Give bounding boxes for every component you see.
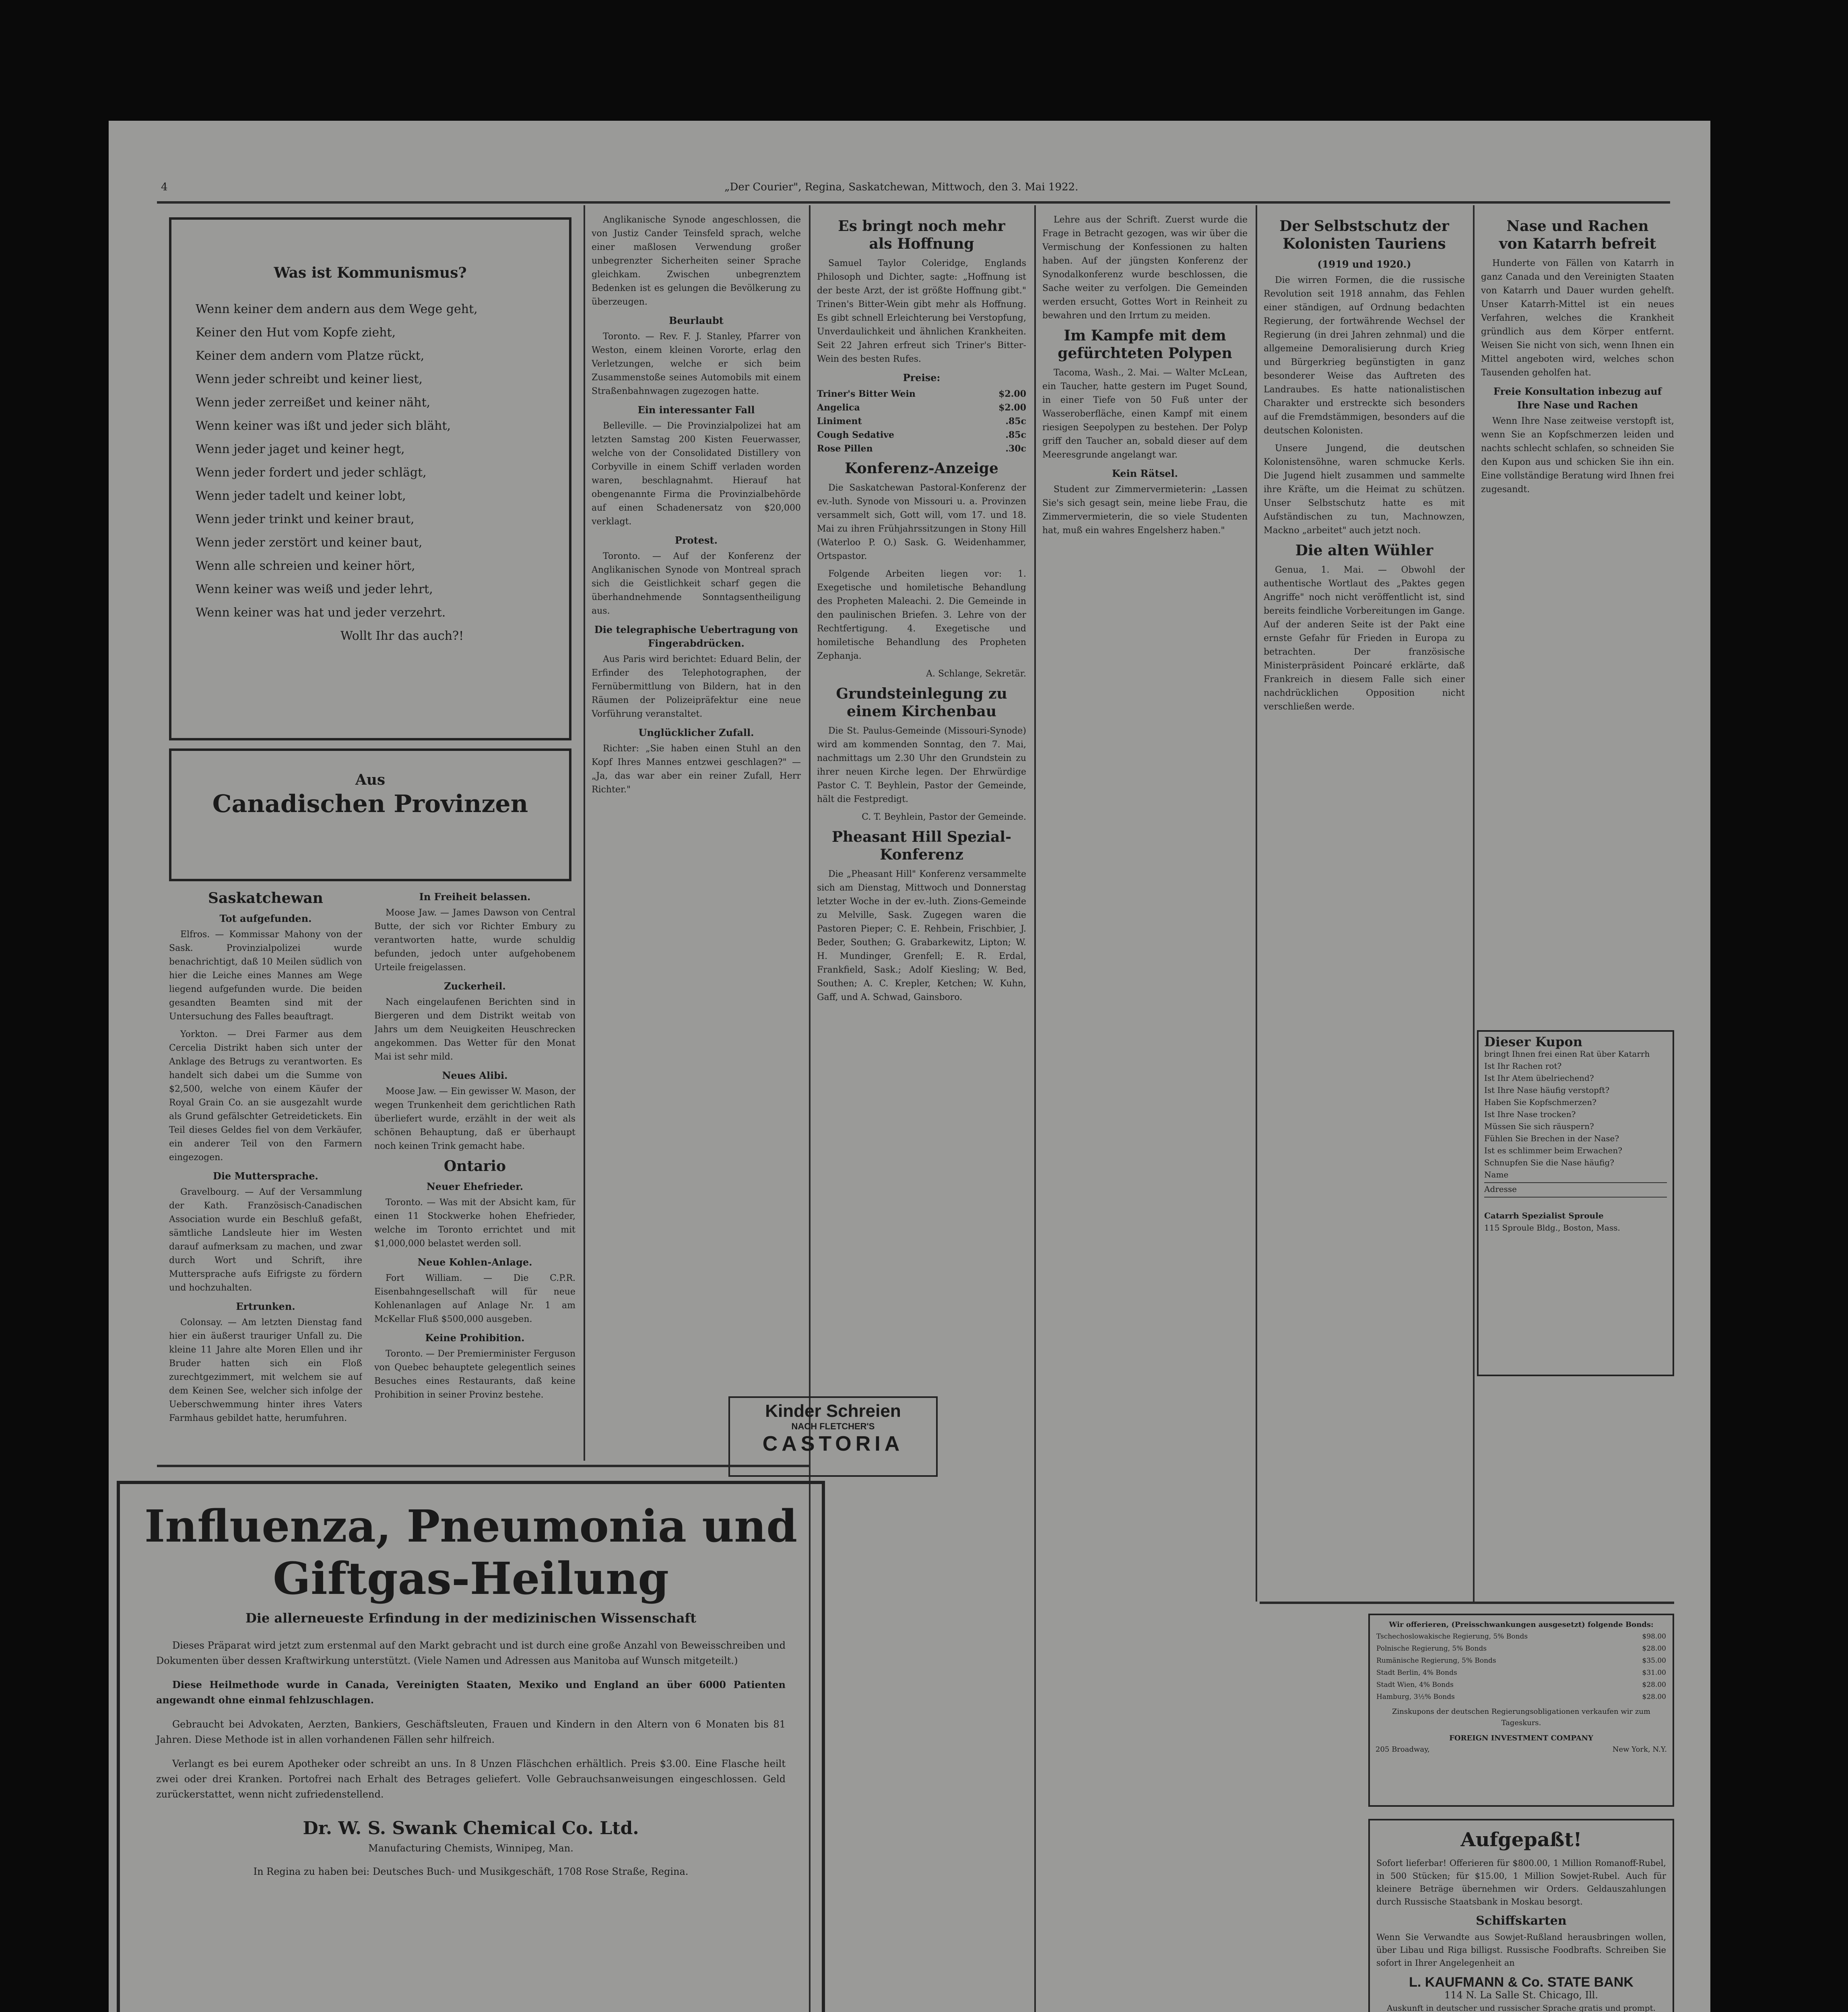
bond-row	[1376, 1679, 1667, 1691]
item-heading: Die telegraphische Uebertragung von Fingerabdrücken.	[594, 624, 798, 649]
price-row	[817, 387, 1026, 401]
item-heading: Zuckerheil.	[444, 980, 506, 992]
coupon-name-label: Name	[1484, 1170, 1509, 1179]
kolonisten-title: Der Selbstschutz der Kolonisten Tauriens	[1279, 218, 1449, 252]
kaufmann-firm: L. KAUFMANN & Co. STATE BANK	[1409, 1975, 1634, 1990]
item-heading: Ein interessanter Fall	[637, 404, 755, 416]
column-divider	[1256, 205, 1257, 1602]
kaufmann-note: Auskunft in deutscher und russischer Sprache gratis und prompt.	[1386, 2003, 1656, 2012]
price-name: Liniment	[817, 416, 862, 427]
item-text: Colonsay. — Am letzten Dienstag fand hier ein äußerst trauriger Unfall zu. Die kleine 11 Jahre alte Moren Ellen und ihr Bruder hatten sich ein Floß zurechtgezimmert, mit welchem sie auf dem Keinen See, welcher sich infolge der Ueberschwemmung hinter ihres Vaters Farmhaus gebildet hatte, herumfuhren.	[169, 1317, 362, 1423]
ontario-column	[374, 885, 575, 1461]
bond-row	[1376, 1631, 1667, 1643]
hoffnung-title-line: Es bringt noch mehr	[838, 218, 1005, 235]
coupon-question: Ist Ihr Rachen rot?	[1484, 1061, 1562, 1071]
price-row	[817, 442, 1026, 456]
poem-line: Wenn keiner was ißt und jeder sich bläht,	[196, 419, 451, 433]
influenza-paragraph: Diese Heilmethode wurde in Canada, Vereinigten Staaten, Mexiko und England an über 6000 Patienten angewandt ohne einmal fehlzuschlagen.	[156, 1679, 786, 1706]
katarrh-text2: Wenn Ihre Nase zeitweise verstopft ist, wenn Sie an Kopfschmerzen leiden und nachts schlecht schlafen, so schneiden Sie den Kupon aus und schicken Sie ihn ein. Eine vollständige Beratung wird Ihnen frei zugesandt.	[1481, 416, 1674, 495]
item-text: Gravelbourg. — Auf der Versammlung der Kath. Französisch-Canadischen Association wurde ein Beschluß gefaßt, sämtliche Landsleute hier im Westen darauf aufmerksam zu machen, und zwar durch Wort und Schrift, ihre Muttersprache aufs Eifrigste zu fördern und hochzuhalten.	[169, 1187, 362, 1293]
bond-value: $98.00	[1642, 1633, 1666, 1641]
item-text: Aus Paris wird berichtet: Eduard Belin, der Erfinder des Telephotographen, der Fernübermittlung von Bildern, hat in den Räumen der Polizeipräfektur eine neue Vorführung veranstaltet.	[592, 654, 801, 719]
poem-line: Keiner dem andern vom Platze rückt,	[196, 349, 425, 363]
katarrh-title-line: Nase und Rachen	[1506, 218, 1649, 235]
column-divider	[1034, 205, 1036, 2012]
column-divider	[1473, 205, 1475, 1602]
influenza-title-line: Giftgas-Heilung	[273, 1552, 669, 1604]
bond-name: Rumänische Regierung, 5% Bonds	[1376, 1657, 1496, 1665]
raetsel-text: Student zur Zimmervermieterin: „Lassen Sie's sich gesagt sein, meine liebe Frau, die Zimmervermieterin, die so viele Studenten hat, muß ein wahres Engelsherz haben."	[1042, 484, 1248, 536]
item-text: Toronto. — Der Premierminister Ferguson von Quebec behauptete gelegentlich seines Besuches eines Restaurants, daß keine Prohibition in seiner Provinz bestehe.	[374, 1349, 575, 1400]
kaufmann-ad	[1368, 1819, 1674, 2012]
poem-line: Wenn jeder trinkt und keiner braut,	[196, 512, 415, 526]
poem-line: Wenn jeder fordert und jeder schlägt,	[196, 466, 427, 480]
provinzen-banner	[169, 748, 571, 881]
item-heading: Protest.	[674, 534, 718, 546]
bond-row	[1376, 1643, 1667, 1655]
poem-line: Wenn jeder jaget und keiner hegt,	[196, 442, 405, 456]
kaufmann-text: Sofort lieferbar! Offerieren für $800.00, 1 Million Romanoff-Rubel, in 500 Stücken; für $15.00, 1 Million Sowjet-Rubel. Auch für kleinere Beträge übernehmen wir Orders. Geldauszahlungen durch Russische Staatsbank in Moskau besorgt.	[1376, 1858, 1666, 1907]
masthead: „Der Courier", Regina, Saskatchewan, Mittwoch, den 3. Mai 1922.	[724, 181, 1079, 193]
page-header	[161, 181, 1670, 197]
news-column-3	[817, 213, 1026, 2012]
item-heading: Neues Alibi.	[442, 1070, 508, 1081]
poem-line: Wenn jeder tadelt und keiner lobt,	[196, 489, 406, 503]
header-rule	[157, 201, 1670, 204]
bond-name: Stadt Wien, 4% Bonds	[1376, 1681, 1454, 1689]
katarrh-text: Hunderte von Fällen von Katarrh in ganz Canada und den Vereinigten Staaten von Katarrh und Dauer wurden gehelft. Unser Katarrh-Mittel ist ein neues Verfahren, welches die Krankheit gründlich aus dem Körper entfernt. Weisen Sie nicht von sich, wenn Ihnen ein Mittel angeboten wird, welches schon Tausenden geholfen hat.	[1481, 258, 1674, 378]
price-name: Cough Sedative	[817, 430, 895, 440]
bonds-address-left: 205 Broadway,	[1376, 1745, 1430, 1754]
poem-line: Wenn alle schreien und keiner hört,	[196, 559, 415, 573]
bond-value: $28.00	[1642, 1681, 1666, 1689]
poem-line: Keiner den Hut vom Kopfe zieht,	[196, 326, 396, 340]
coupon-question: Müssen Sie sich räuspern?	[1484, 1121, 1594, 1131]
item-text: Moose Jaw. — Ein gewisser W. Mason, der wegen Trunkenheit dem gerichtlichen Rath überliefert wurde, erzählt in der weit als schönen Behauptung, daß er überhaupt noch keinen Trink gemacht habe.	[374, 1086, 575, 1151]
bond-value: $28.00	[1642, 1645, 1666, 1653]
price-row	[817, 428, 1026, 442]
news-column-5	[1264, 213, 1465, 1602]
katarrh-sub: Freie Konsultation inbezug auf Ihre Nase und Rachen	[1493, 385, 1662, 411]
price-value: .85c	[1005, 416, 1026, 427]
item-heading: In Freiheit belassen.	[419, 891, 531, 903]
item-text: Elfros. — Kommissar Mahony von der Sask. Provinzialpolizei wurde benachrichtigt, daß 10 Meilen südlich von hier die Leiche eines Mannes am Wege liegend aufgefunden wurde. Die beiden gesandten Beamten sind mit der Untersuchung des Falles beauftragt.	[169, 930, 362, 1022]
price-row	[817, 401, 1026, 414]
hoffnung-title	[817, 217, 1026, 253]
col4-text: Lehre aus der Schrift. Zuerst wurde die Frage in Betracht gezogen, was wir über die Vermischung der Konfessionen zu halten haben. Auf der jüngsten Konferenz der Synodalkonferenz wurde beschlossen, die Sache weiter zu verfolgen. Die Gemeinden werden ersucht, Gottes Wort in Reinheit zu bewahren und den Irrtum zu meiden.	[1042, 215, 1248, 321]
coupon-question: Ist Ihre Nase häufig verstopft?	[1484, 1085, 1610, 1095]
item-text: Richter: „Sie haben einen Stuhl an den Kopf Ihres Mannes entzwei geschlagen?" — „Ja, das war aber ein reiner Zufall, Herr Richter."	[592, 744, 801, 795]
item-text: Toronto. — Rev. F. J. Stanley, Pfarrer von Weston, einem kleinen Vororte, erlag den Verletzungen, welche er sich beim Zusammenstoße seines Automobils mit einem Straßenbahnwagen zugezogen hatte.	[592, 332, 801, 396]
bond-name: Hamburg, 3½% Bonds	[1376, 1693, 1455, 1701]
coupon-address-field[interactable]	[1484, 1183, 1667, 1198]
hoffnung-title-line: als Hoffnung	[869, 235, 974, 252]
influenza-regina: In Regina zu haben bei: Deutsches Buch- und Musikgeschäft, 1708 Rose Straße, Regina.	[253, 1866, 689, 1877]
polypen-title: Im Kampfe mit dem gefürchteten Polypen	[1058, 327, 1232, 362]
kaufmann-title: Aufgepaßt!	[1460, 1829, 1582, 1851]
kaufmann-sub: Schiffskarten	[1476, 1914, 1567, 1928]
coupon-subtitle: bringt Ihnen frei einen Rat über Katarrh	[1484, 1049, 1650, 1059]
ontario-heading: Ontario	[443, 1158, 506, 1175]
item-heading: Unglücklicher Zufall.	[638, 727, 754, 738]
news-column-6	[1481, 213, 1674, 1026]
castoria-line3: CASTORIA	[762, 1432, 904, 1455]
preise-title: Preise:	[903, 372, 941, 383]
kommunismus-box	[169, 217, 571, 740]
bond-name: Polnische Regierung, 5% Bonds	[1376, 1645, 1487, 1653]
polypen-text: Tacoma, Wash., 2. Mai. — Walter McLean, ein Taucher, hatte gestern im Puget Sound, in einer Tiefe von 50 Fuß unter der Wasseroberfläche, einen Kampf mit einem riesigen Seepolypen zu bestehen. Der Polyp griff den Taucher an, sobald dieser auf dem Meeresgrunde angelangt war.	[1042, 368, 1248, 460]
item-heading: Die Muttersprache.	[213, 1170, 318, 1182]
item-text: Fort William. — Die C.P.R. Eisenbahngesellschaft will für neue Kohlenanlagen auf Anlage Nr. 1 am McKellar Fluß $500,000 ausgeben.	[374, 1273, 575, 1324]
bonds-address-right: New York, N.Y.	[1612, 1745, 1667, 1754]
castoria-line1: Kinder Schreien	[765, 1401, 901, 1421]
coupon-question: Fühlen Sie Brechen in der Nase?	[1484, 1134, 1619, 1143]
bond-row	[1376, 1691, 1667, 1703]
item-heading: Ertrunken.	[236, 1301, 295, 1312]
kaufmann-address: 114 N. La Salle St. Chicago, Ill.	[1444, 1989, 1598, 2001]
grundstein-text: Die St. Paulus-Gemeinde (Missouri-Synode) wird am kommenden Sonntag, den 7. Mai, nachmittags um 2.30 Uhr den Grundstein zu ihrer neuen Kirche legen. Der Ehrwürdige Pastor C. T. Beyhlein, Pastor der Gemeinde, hält die Festpredigt.	[817, 726, 1026, 804]
kolonisten-text: Unsere Jungend, die deutschen Kolonistensöhne, waren schmucke Kerls. Die Jugend hielt zusammen und sammelte ihre Kräfte, um die Heimat zu schützen. Unser Selbstschutz hatte es mit Aufständischen zu tun, Machnowzen, Mackno „arbeitet" auch jetzt noch.	[1264, 443, 1465, 536]
item-heading: Beurlaubt	[669, 315, 724, 326]
bond-row	[1376, 1667, 1667, 1679]
item-text: Belleville. — Die Provinzialpolizei hat am letzten Samstag 200 Kisten Feuerwasser, welche von der Consolidated Distillery von Corbyville in einem Schiff verladen worden waren, beschlagnahmt. Hierauf hat obengenannte Firma die Provinzialbehörde auf einen Schadenersatz von $20,000 verklagt.	[592, 421, 801, 527]
newspaper-page	[109, 121, 1710, 2012]
bonds-ad	[1368, 1614, 1674, 1807]
influenza-title	[120, 1500, 822, 1605]
poem-line: Wenn keiner was weiß und jeder lehrt,	[196, 582, 433, 596]
katarrh-title	[1481, 217, 1674, 253]
coupon-address: 115 Sproule Bldg., Boston, Mass.	[1484, 1223, 1620, 1233]
grundstein-title: Grundsteinlegung zu einem Kirchenbau	[836, 685, 1007, 720]
wuehler-text: Genua, 1. Mai. — Obwohl der authentische Wortlaut des „Paktes gegen Angriffe" noch nicht veröffentlicht ist, sind bereits feindliche Vorbereitungen im Gange. Auf der anderen Seite ist der Pakt eine ernste Gefahr für Frieden in Europa zu betrachten. Der französische Ministerpräsident Poincaré erklärte, daß Frankreich in diesem Falle sich einer nachdrücklichen Opposition nicht verschließen werde.	[1264, 565, 1465, 712]
influenza-ad	[117, 1481, 825, 2012]
bonds-title: Wir offerieren, (Preisschwankungen ausgesetzt) folgende Bonds:	[1389, 1620, 1654, 1629]
konferenz-sign: A. Schlange, Sekretär.	[926, 669, 1026, 679]
kommunismus-poem	[171, 298, 569, 648]
poem-line: Wenn jeder zerstört und keiner baut,	[196, 536, 423, 550]
coupon-name-field[interactable]	[1484, 1169, 1667, 1183]
bond-row	[1376, 1655, 1667, 1667]
coupon-question: Ist Ihre Nase trocken?	[1484, 1109, 1576, 1119]
grundstein-sign: C. T. Beyhlein, Pastor der Gemeinde.	[862, 812, 1026, 822]
bond-name: Tschechoslowakische Regierung, 5% Bonds	[1376, 1633, 1528, 1641]
item-text: Moose Jaw. — James Dawson von Central Butte, der sich vor Richter Embury zu verantworten hatte, wurde schuldig befunden, jedoch unter aufgehobenem Urteile freigelassen.	[374, 908, 575, 973]
coupon-firm: Catarrh Spezialist Sproule	[1484, 1211, 1604, 1220]
katarrh-coupon[interactable]	[1477, 1030, 1674, 1376]
coupon-question: Schnupfen Sie die Nase häufig?	[1484, 1158, 1614, 1167]
bond-value: $35.00	[1642, 1657, 1666, 1665]
bond-value: $28.00	[1642, 1693, 1666, 1701]
price-list	[817, 387, 1026, 456]
news-column-2	[592, 213, 801, 1380]
coupon-address-label: Adresse	[1484, 1184, 1517, 1194]
hoffnung-text: Samuel Taylor Coleridge, Englands Philosoph und Dichter, sagte: „Hoffnung ist der beste Arzt, der ist größte Hoffnung gibt." Trinen's Bitter-Wein gibt mehr als Hoffnung. Es gibt schnell Erleichterung bei Verstopfung, Unverdaulichkeit und ähnlichen Krankheiten. Seit 22 Jahren erfreut sich Triner's Bitter-Wein des besten Rufes.	[817, 258, 1026, 364]
coupon-question: Ist es schlimmer beim Erwachen?	[1484, 1146, 1622, 1155]
influenza-paragraph: Dieses Präparat wird jetzt zum erstenmal auf den Markt gebracht und ist durch eine große Anzahl von Beweisschreiben und Dokumenten über dessen Kraftwirkung unterstützt. (Viele Namen und Adressen aus Manitoba auf Wunsch mitgeteilt.)	[156, 1640, 786, 1666]
bonds-firm: FOREIGN INVESTMENT COMPANY	[1449, 1734, 1593, 1742]
influenza-title-line: Influenza, Pneumonia und	[144, 1500, 798, 1552]
influenza-subtitle: Die allerneueste Erfindung in der medizinischen Wissenschaft	[245, 1610, 696, 1626]
poem-line: Wenn keiner was hat und jeder verzehrt.	[196, 606, 446, 620]
konferenz-title: Konferenz-Anzeige	[845, 460, 998, 477]
raetsel-heading: Kein Rätsel.	[1112, 468, 1178, 479]
news-column-4	[1042, 213, 1248, 2012]
bond-name: Stadt Berlin, 4% Bonds	[1376, 1669, 1457, 1677]
section-rule	[1260, 1602, 1674, 1604]
price-value: .30c	[1005, 443, 1026, 454]
item-text: Nach eingelaufenen Berichten sind in Biergeren und dem Distrikt weitab von Jahrs um dem Neuigkeiten Heuschrecken angekommen. Das Wetter für den Monat Mai ist sehr mild.	[374, 997, 575, 1062]
item-heading: Keine Prohibition.	[425, 1332, 525, 1344]
section-rule	[157, 1465, 809, 1467]
price-value: .85c	[1005, 430, 1026, 440]
provinzen-banner-line2: Canadischen Provinzen	[212, 790, 528, 818]
item-text: Toronto. — Auf der Konferenz der Anglikanischen Synode von Montreal sprach sich die Geistlichkeit scharf gegen die überhandnehmende Sonntagsentheiligung aus.	[592, 551, 801, 616]
price-name: Rose Pillen	[817, 443, 873, 454]
kolonisten-years: (1919 und 1920.)	[1317, 258, 1411, 270]
kommunismus-title: Was ist Kommunismus?	[274, 264, 467, 281]
coupon-question: Ist Ihr Atem übelriechend?	[1484, 1073, 1594, 1083]
bonds-address	[1376, 1744, 1667, 1755]
price-value: $2.00	[998, 389, 1026, 399]
item-text: Anglikanische Synode angeschlossen, die von Justiz Cander Teinsfeld sprach, welche einer maßlosen Verwendung großer unbegrenzter Sicherheiten seiner Sprache gleichkam. Zwischen unbegrenztem Bedenken ist es gelungen die Bevölkerung zu überzeugen.	[592, 215, 801, 307]
pheasant-text: Die „Pheasant Hill" Konferenz versammelte sich am Dienstag, Mittwoch und Donnerstag letzter Woche in der ev.-luth. Zions-Gemeinde zu Melville, Sask. Zugegen waren die Pastoren Pieper; C. E. Rehbein, Frischbier, J. Beder, Southen; G. Grabarkewitz, Lipton; W. H. Mundinger, Grenfell; E. R. Erdal, Frankfield, Sask.; Adolf Kiesling; W. Bed, Southen; A. C. Krepler, Ketchen; W. Kuhn, Gaff, und A. Schwad, Gainsboro.	[817, 869, 1026, 1002]
kaufmann-text2: Wenn Sie Verwandte aus Sowjet-Rußland herausbringen wollen, über Libau und Riga billigst. Russische Foodbrafts. Schreiben Sie sofort in Ihrer Angelegenheit an	[1376, 1932, 1666, 1968]
poem-line: Wenn jeder zerreißet und keiner näht,	[196, 396, 431, 410]
bonds-table	[1376, 1631, 1667, 1703]
konferenz-tagesordnung: Folgende Arbeiten liegen vor: 1. Exegetische und homiletische Behandlung des Propheten Maleachi. 2. Die Gemeinde in den paulinischen Briefen. 3. Lehre von der Rechtfertigung. 4. Exegetische und homiletische Behandlung des Propheten Zephanja.	[817, 569, 1026, 661]
saskatchewan-column	[169, 885, 362, 1461]
konferenz-text: Die Saskatchewan Pastoral-Konferenz der ev.-luth. Synode von Missouri u. a. Provinzen versammelt sich, Gott will, vom 17. und 18. Mai zu ihren Frühjahrssitzungen in Stony Hill (Waterloo P. O.) Sask. G. Weidenhammer, Ortspastor.	[817, 483, 1026, 561]
wuehler-title: Die alten Wühler	[1295, 542, 1433, 559]
price-value: $2.00	[998, 402, 1026, 413]
price-name: Angelica	[817, 402, 860, 413]
column-divider	[584, 205, 585, 1461]
pheasant-title: Pheasant Hill Spezial-Konferenz	[831, 829, 1012, 863]
influenza-paragraph: Gebraucht bei Advokaten, Aerzten, Bankiers, Geschäftsleuten, Frauen und Kindern in den Altern von 6 Monaten bis 81 Jahren. Diese Methode ist in allen vorhandenen Fällen sehr hilfreich.	[156, 1719, 786, 1745]
item-heading: Neue Kohlen-Anlage.	[417, 1256, 532, 1268]
saskatchewan-heading: Saskatchewan	[208, 890, 323, 907]
poem-line: Wenn jeder schreibt und keiner liest,	[196, 372, 423, 386]
kolonisten-text: Die wirren Formen, die die russische Revolution seit 1918 annahm, das Fehlen einer ständigen, auf Ordnung bedachten Regierung, der fortwährende Wechsel der Regierung (in drei Jahren zehnmal) und die allgemeine Demoralisierung durch Krieg und Bürgerkrieg begünstigten in ganz besonderer Weise das Auftreten des Landraubes. Es hatte nationalistischen Charakter und erstreckte sich besonders auf die Fremdstämmigen, besonders auf die deutschen Kolonisten.	[1264, 275, 1465, 436]
castoria-line2: NACH FLETCHER'S	[791, 1421, 875, 1431]
poem-line: Wollt Ihr das auch?!	[340, 629, 464, 643]
item-text: Toronto. — Was mit der Absicht kam, für einen 11 Stockwerke hohen Ehefrieder, welche im Toronto errichtet und mit $1,000,000 belastet werden soll.	[374, 1198, 575, 1249]
item-text: Yorkton. — Drei Farmer aus dem Cercelia Distrikt haben sich unter der Anklage des Betrugs zu verantworten. Es handelt sich dabei um die Summe von $2,500, welche von einem Käufer der Royal Grain Co. an sie ausgezahlt wurde als Grund gefälschter Getreidetickets. Ein Teil dieses Geldes fiel von dem Verkäufer, ein anderer Teil von den Farmern eingezogen.	[169, 1029, 362, 1163]
influenza-company: Dr. W. S. Swank Chemical Co. Ltd.	[303, 1818, 639, 1839]
coupon-question: Haben Sie Kopfschmerzen?	[1484, 1097, 1596, 1107]
influenza-body	[120, 1638, 822, 1802]
katarrh-title-line: von Katarrh befreit	[1499, 235, 1656, 252]
price-name: Triner's Bitter Wein	[817, 389, 916, 399]
item-heading: Neuer Ehefrieder.	[426, 1181, 524, 1192]
bonds-note: Zinskupons der deutschen Regierungsobligationen verkaufen wir zum Tageskurs.	[1392, 1707, 1650, 1727]
influenza-paragraph: Verlangt es bei eurem Apotheker oder schreibt an uns. In 8 Unzen Fläschchen erhältlich. Preis $3.00. Eine Flasche heilt zwei oder drei Kranken. Portofrei nach Erhalt des Betrages geliefert. Volle Gebrauchsanweisungen eingeschlossen. Geld zurückerstattet, wenn nicht zufriedenstellend.	[156, 1758, 786, 1800]
item-heading: Tot aufgefunden.	[219, 913, 312, 924]
coupon-title: Dieser Kupon	[1484, 1034, 1582, 1049]
page-number: 4	[161, 181, 168, 193]
bond-value: $31.00	[1642, 1669, 1666, 1677]
poem-line: Wenn keiner dem andern aus dem Wege geht,	[196, 302, 478, 316]
influenza-company-sub: Manufacturing Chemists, Winnipeg, Man.	[368, 1843, 573, 1854]
price-row	[817, 414, 1026, 428]
provinzen-banner-line1: Aus	[355, 771, 386, 788]
